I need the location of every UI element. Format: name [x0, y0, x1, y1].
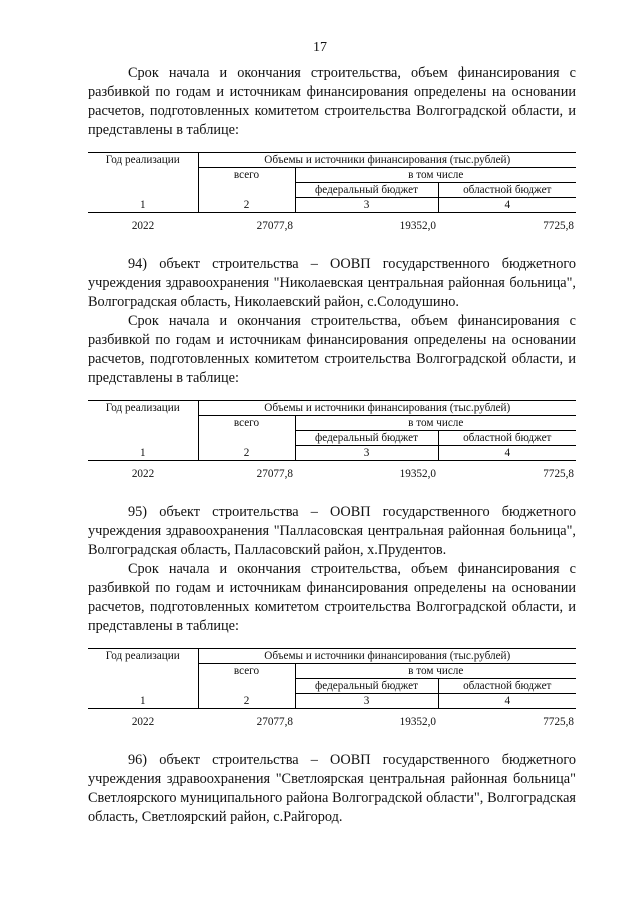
header-volumes: Объемы и источники финансирования (тыс.рублей): [198, 649, 576, 664]
column-number: 3: [295, 446, 438, 461]
header-including: в том числе: [295, 416, 576, 431]
column-number: 4: [438, 446, 576, 461]
header-federal: федеральный бюджет: [295, 431, 438, 446]
column-number: 2: [198, 694, 295, 709]
column-number: 1: [88, 694, 198, 709]
header-year: Год реализации: [88, 401, 198, 446]
header-regional: областной бюджет: [438, 679, 576, 694]
column-number: 2: [198, 198, 295, 213]
header-regional: областной бюджет: [438, 183, 576, 198]
cell-regional: 7725,8: [543, 468, 575, 480]
cell-year: 2022: [131, 716, 155, 728]
paragraph-financing-intro: Срок начала и окончания строительства, объем финансирования с разбивкой по годам и источникам финансирования определены на основании расчетов, подготовленных комитетом строительства Волгоградской области, и представлены в таблице:: [88, 561, 576, 634]
cell-federal: 19352,0: [399, 468, 436, 480]
paragraph-object-94: 94) объект строительства – ООВП государственного бюджетного учреждения здравоохранения "Николаевская центральная районная больница", Волгоградская область, Николаевский район, с.Солодушино.: [88, 256, 576, 310]
cell-federal: 19352,0: [399, 716, 436, 728]
financing-table: [88, 648, 576, 729]
cell-regional: 7725,8: [543, 716, 575, 728]
header-federal: федеральный бюджет: [295, 183, 438, 198]
cell-total: 27077,8: [256, 716, 293, 728]
column-number: 2: [198, 446, 295, 461]
header-volumes: Объемы и источники финансирования (тыс.рублей): [198, 153, 576, 168]
cell-regional: 7725,8: [543, 220, 575, 232]
header-year: Год реализации: [88, 649, 198, 694]
cell-federal: 19352,0: [399, 220, 436, 232]
column-number: 3: [295, 694, 438, 709]
column-number: 1: [88, 446, 198, 461]
header-volumes: Объемы и источники финансирования (тыс.рублей): [198, 401, 576, 416]
column-number: 1: [88, 198, 198, 213]
cell-total: 27077,8: [256, 220, 293, 232]
header-total: всего: [198, 168, 295, 198]
header-regional: областной бюджет: [438, 431, 576, 446]
cell-total: 27077,8: [256, 468, 293, 480]
document-body: [88, 64, 576, 827]
page-number: 17: [313, 40, 327, 55]
financing-table: [88, 400, 576, 481]
header-total: всего: [198, 416, 295, 446]
paragraph-object-96: 96) объект строительства – ООВП государственного бюджетного учреждения здравоохранения "Светлоярская центральная районная больница" Светлоярского муниципального района Волгоградской области", Волгоградская область, Светлоярский район, с.Райгород.: [88, 752, 576, 825]
header-including: в том числе: [295, 664, 576, 679]
paragraph-object-95: 95) объект строительства – ООВП государственного бюджетного учреждения здравоохранения "Палласовская центральная районная больница", Волгоградская область, Палласовский район, х.Прудентов.: [88, 504, 576, 558]
paragraph-financing-intro: Срок начала и окончания строительства, объем финансирования с разбивкой по годам и источникам финансирования определены на основании расчетов, подготовленных комитетом строительства Волгоградской области, и представлены в таблице:: [88, 313, 576, 386]
cell-year: 2022: [131, 220, 155, 232]
header-year: Год реализации: [88, 153, 198, 198]
column-number: 4: [438, 198, 576, 213]
financing-table: [88, 152, 576, 233]
header-federal: федеральный бюджет: [295, 679, 438, 694]
header-total: всего: [198, 664, 295, 694]
cell-year: 2022: [131, 468, 155, 480]
column-number: 3: [295, 198, 438, 213]
column-number: 4: [438, 694, 576, 709]
paragraph-financing-intro: Срок начала и окончания строительства, объем финансирования с разбивкой по годам и источникам финансирования определены на основании расчетов, подготовленных комитетом строительства Волгоградской области, и представлены в таблице:: [88, 65, 576, 138]
header-including: в том числе: [295, 168, 576, 183]
